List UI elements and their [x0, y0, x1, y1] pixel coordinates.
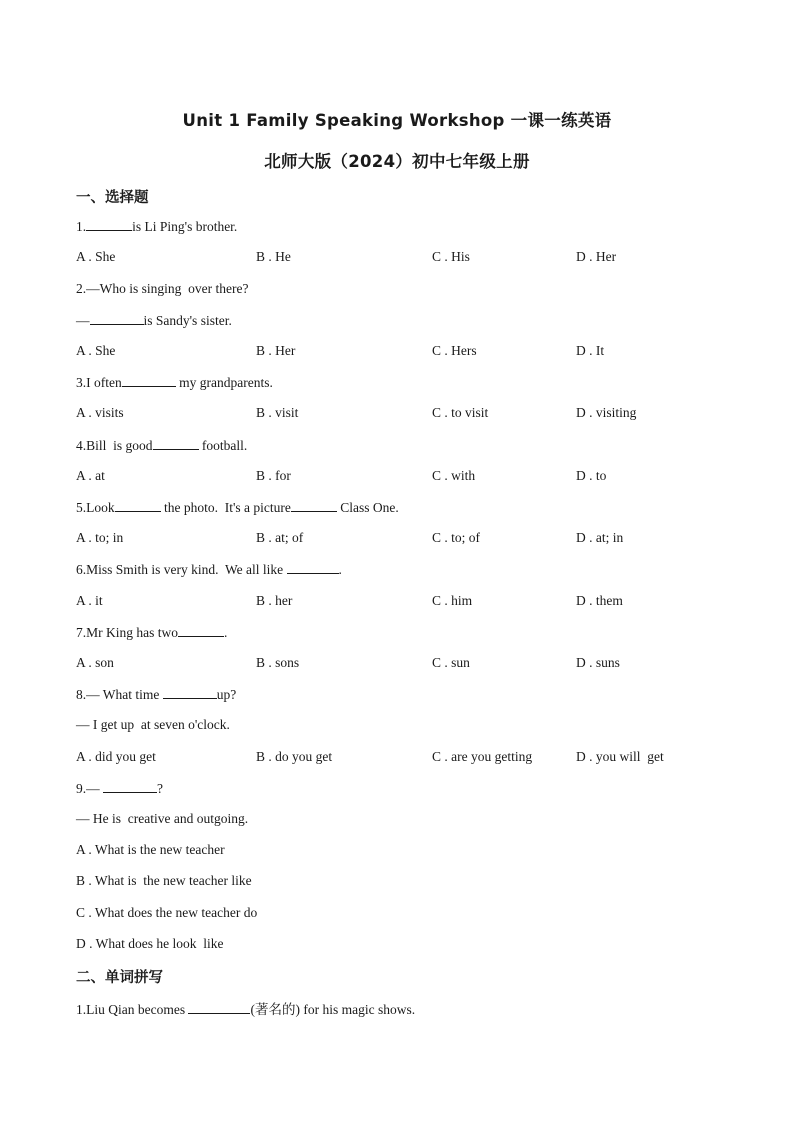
worksheet-title: Unit 1 Family Speaking Workshop 一课一练英语 — [182, 111, 612, 130]
option-d[interactable]: D . It — [576, 343, 605, 358]
option-d[interactable]: D . What does he look like — [76, 936, 224, 951]
option-c[interactable]: C . What does the new teacher do — [76, 905, 258, 920]
option-d[interactable]: D . visiting — [576, 405, 637, 420]
question-6-options — [76, 593, 756, 611]
section-heading-choice: 一、选择题 — [76, 190, 149, 206]
answer-blank — [86, 218, 132, 231]
option-c[interactable]: C . to; of — [432, 530, 481, 545]
question-1: 1. is Li Ping's brother. — [76, 219, 238, 234]
option-c[interactable]: C . to visit — [432, 405, 489, 420]
question-8-response: — I get up at seven o'clock. — [76, 717, 230, 732]
section-heading-spelling: 二、单词拼写 — [76, 970, 163, 986]
answer-blank — [188, 1001, 250, 1014]
worksheet-subtitle: 北师大版（2024）初中七年级上册 — [264, 152, 530, 171]
option-a[interactable]: A . She — [76, 249, 116, 264]
option-c[interactable]: C . him — [432, 593, 473, 608]
option-b[interactable]: B . at; of — [256, 530, 304, 545]
option-c[interactable]: C . with — [432, 468, 476, 483]
question-9: 9.— ? — [76, 781, 163, 796]
question-3: 3.I often my grandparents. — [76, 375, 273, 390]
question-6: 6.Miss Smith is very kind. We all like . — [76, 562, 342, 577]
answer-blank — [153, 437, 199, 450]
option-a[interactable]: A . did you get — [76, 749, 156, 764]
option-a[interactable]: A . visits — [76, 405, 124, 420]
option-b[interactable]: B . Her — [256, 343, 296, 358]
question-2-response: — is Sandy's sister. — [76, 313, 232, 328]
question-2-options — [76, 343, 756, 361]
answer-blank — [115, 499, 161, 512]
option-b[interactable]: B . do you get — [256, 749, 333, 764]
answer-blank — [287, 561, 339, 574]
question-4: 4.Bill is good football. — [76, 438, 248, 453]
question-3-options — [76, 405, 756, 423]
option-c[interactable]: C . sun — [432, 655, 470, 670]
option-a[interactable]: A . it — [76, 593, 103, 608]
question-2: 2.—Who is singing over there? — [76, 281, 249, 296]
answer-blank — [291, 499, 337, 512]
option-a[interactable]: A . She — [76, 343, 116, 358]
option-d[interactable]: D . them — [576, 593, 623, 608]
question-7-options — [76, 655, 756, 673]
answer-blank — [90, 312, 144, 325]
option-a[interactable]: A . son — [76, 655, 114, 670]
question-7: 7.Mr King has two . — [76, 625, 228, 640]
question-5-options — [76, 530, 756, 548]
option-d[interactable]: D . you will get — [576, 749, 664, 764]
option-d[interactable]: D . suns — [576, 655, 620, 670]
answer-blank — [178, 624, 224, 637]
option-a[interactable]: A . at — [76, 468, 105, 483]
answer-blank — [103, 780, 157, 793]
option-a[interactable]: A . to; in — [76, 530, 124, 545]
option-a[interactable]: A . What is the new teacher — [76, 842, 225, 857]
question-4-options — [76, 468, 756, 486]
option-b[interactable]: B . visit — [256, 405, 299, 420]
answer-blank — [122, 374, 176, 387]
answer-blank — [163, 686, 217, 699]
option-d[interactable]: D . Her — [576, 249, 617, 264]
question-9-response: — He is creative and outgoing. — [76, 811, 249, 826]
option-d[interactable]: D . to — [576, 468, 607, 483]
option-d[interactable]: D . at; in — [576, 530, 624, 545]
option-b[interactable]: B . He — [256, 249, 291, 264]
option-b[interactable]: B . sons — [256, 655, 300, 670]
option-b[interactable]: B . her — [256, 593, 293, 608]
option-c[interactable]: C . Hers — [432, 343, 477, 358]
option-c[interactable]: C . are you getting — [432, 749, 533, 764]
question-1-options — [76, 249, 756, 267]
question-8-options — [76, 749, 756, 767]
question-5: 5.Look the photo. It's a picture Class One. — [76, 500, 399, 515]
option-b[interactable]: B . What is the new teacher like — [76, 873, 252, 888]
spelling-question-1: 1.Liu Qian becomes (著名的) for his magic shows. — [76, 1002, 416, 1017]
question-8: 8.— What time up? — [76, 687, 237, 702]
option-c[interactable]: C . His — [432, 249, 470, 264]
option-b[interactable]: B . for — [256, 468, 291, 483]
